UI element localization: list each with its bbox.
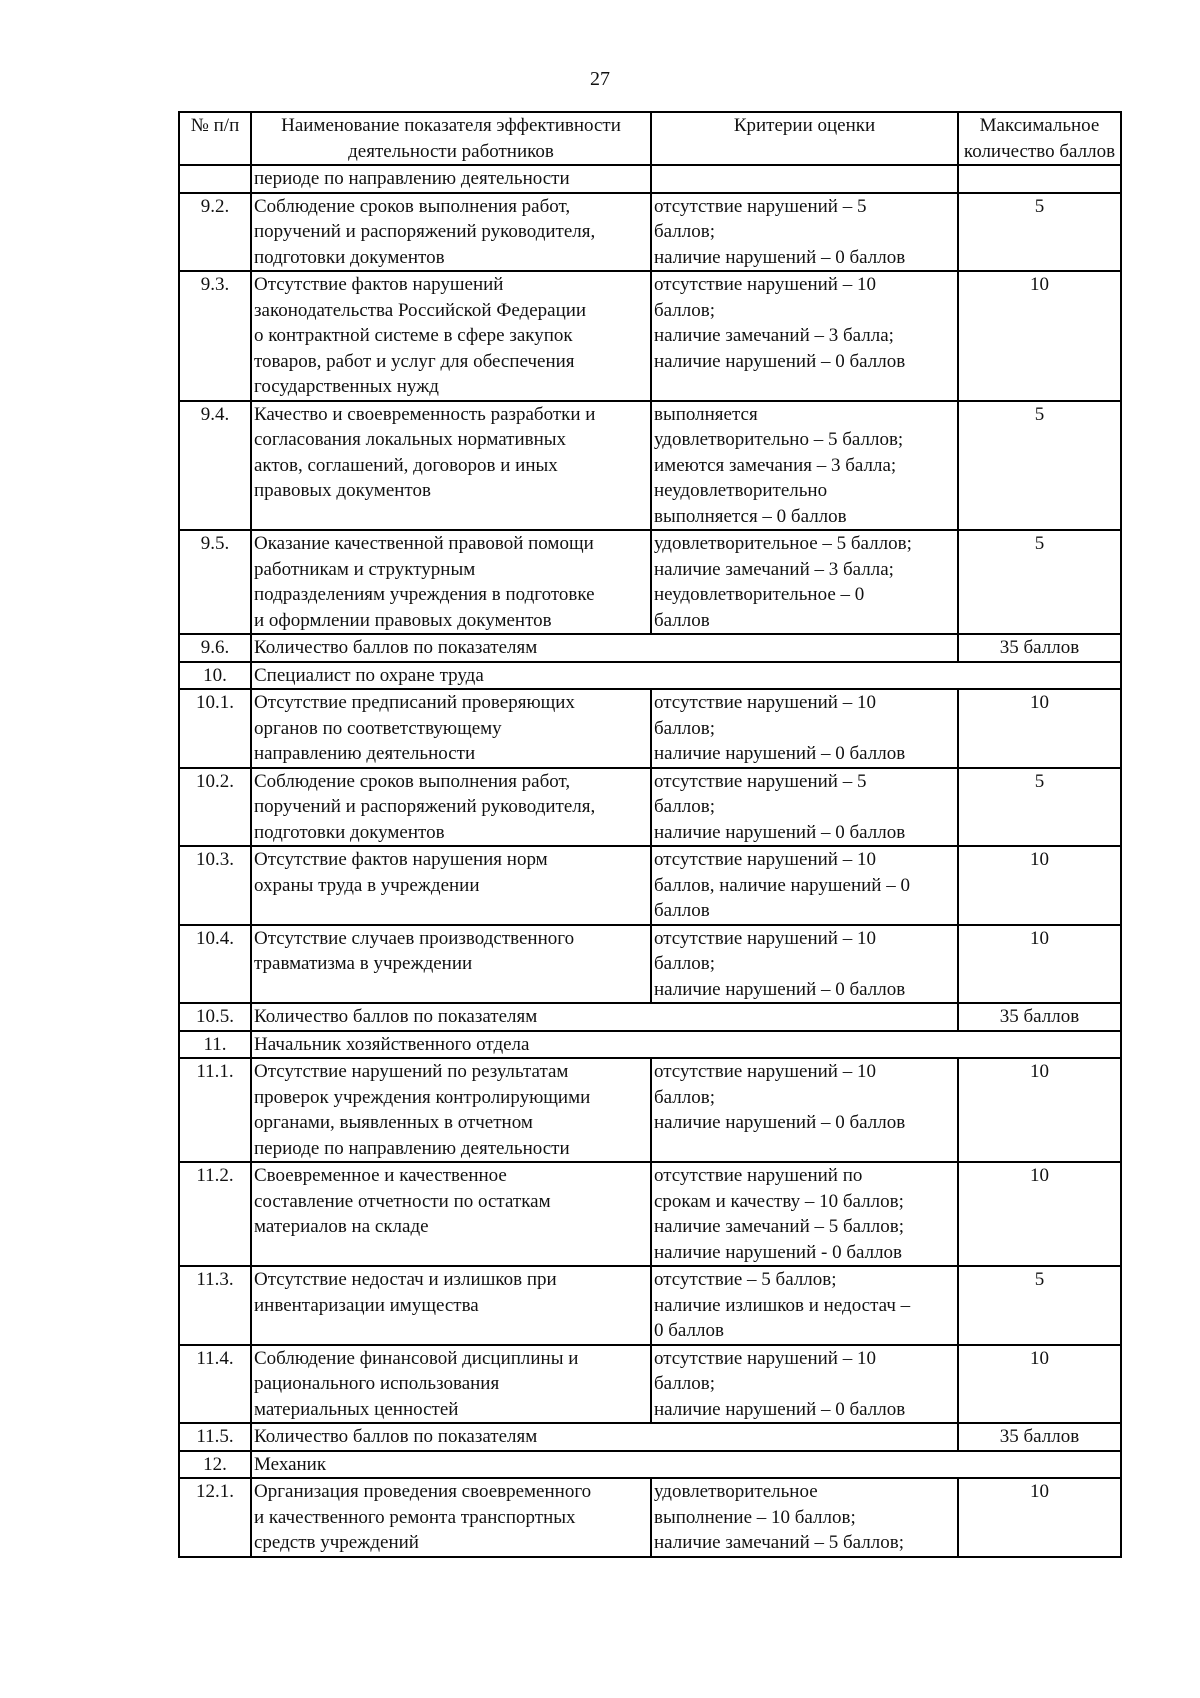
section-row <box>179 1031 1121 1059</box>
total-points: 35 баллов <box>958 1003 1121 1031</box>
criteria-text: удовлетворительное выполнение – 10 баллов; наличие замечаний – 5 баллов; <box>651 1478 958 1557</box>
total-row <box>179 634 1121 662</box>
total-row <box>179 1423 1121 1451</box>
max-points: 5 <box>958 193 1121 272</box>
total-label: Количество баллов по показателям <box>251 1003 958 1031</box>
total-row <box>179 1003 1121 1031</box>
max-points: 10 <box>958 1058 1121 1162</box>
table-row <box>179 1058 1121 1162</box>
header-criteria: Критерии оценки <box>651 112 958 165</box>
row-number: 12. <box>179 1451 251 1479</box>
row-number: 10.2. <box>179 768 251 847</box>
max-points: 10 <box>958 271 1121 401</box>
total-label: Количество баллов по показателям <box>251 1423 958 1451</box>
table-row <box>179 1266 1121 1345</box>
header-max: Максимальное количество баллов <box>958 112 1121 165</box>
row-number: 11.4. <box>179 1345 251 1424</box>
criteria-text: отсутствие нарушений – 10 баллов, наличие нарушений – 0 баллов <box>651 846 958 925</box>
total-label: Количество баллов по показателям <box>251 634 958 662</box>
section-title: Специалист по охране труда <box>251 662 1121 690</box>
criteria-text: отсутствие нарушений – 10 баллов; наличие нарушений – 0 баллов <box>651 1058 958 1162</box>
indicator-name: Отсутствие фактов нарушения норм охраны труда в учреждении <box>251 846 651 925</box>
table-row <box>179 1162 1121 1266</box>
criteria-text: отсутствие нарушений – 10 баллов; наличие замечаний – 3 балла; наличие нарушений – 0 баллов <box>651 271 958 401</box>
row-number: 9.6. <box>179 634 251 662</box>
indicator-name: Отсутствие предписаний проверяющих органов по соответствующему направлению деятельности <box>251 689 651 768</box>
criteria-text: отсутствие – 5 баллов; наличие излишков и недостач – 0 баллов <box>651 1266 958 1345</box>
table-row <box>179 1345 1121 1424</box>
max-points: 10 <box>958 925 1121 1004</box>
row-number: 10.4. <box>179 925 251 1004</box>
criteria-text: отсутствие нарушений – 5 баллов; наличие нарушений – 0 баллов <box>651 768 958 847</box>
criteria-text: отсутствие нарушений – 10 баллов; наличие нарушений – 0 баллов <box>651 925 958 1004</box>
row-number: 11.5. <box>179 1423 251 1451</box>
indicator-name: Соблюдение сроков выполнения работ, поручений и распоряжений руководителя, подготовки документов <box>251 193 651 272</box>
indicator-name: Отсутствие недостач и излишков при инвентаризации имущества <box>251 1266 651 1345</box>
section-row <box>179 1451 1121 1479</box>
table-row <box>179 271 1121 401</box>
row-number: 9.4. <box>179 401 251 531</box>
row-number: 9.3. <box>179 271 251 401</box>
row-number: 10.1. <box>179 689 251 768</box>
header-num: № п/п <box>179 112 251 165</box>
row-number: 12.1. <box>179 1478 251 1557</box>
criteria-text: отсутствие нарушений – 10 баллов; наличие нарушений – 0 баллов <box>651 689 958 768</box>
criteria-text: отсутствие нарушений – 10 баллов; наличие нарушений – 0 баллов <box>651 1345 958 1424</box>
max-points: 10 <box>958 1478 1121 1557</box>
criteria-text: удовлетворительное – 5 баллов; наличие замечаний – 3 балла; неудовлетворительное – 0 баллов <box>651 530 958 634</box>
max-points: 5 <box>958 530 1121 634</box>
indicator-name: Соблюдение сроков выполнения работ, поручений и распоряжений руководителя, подготовки документов <box>251 768 651 847</box>
table-row <box>179 689 1121 768</box>
indicator-name: Соблюдение финансовой дисциплины и рационального использования материальных ценностей <box>251 1345 651 1424</box>
total-points: 35 баллов <box>958 1423 1121 1451</box>
section-title: Начальник хозяйственного отдела <box>251 1031 1121 1059</box>
header-name: Наименование показателя эффективности деятельности работников <box>251 112 651 165</box>
table-row <box>179 165 1121 193</box>
page-number: 27 <box>590 68 610 90</box>
evaluation-table <box>178 111 1122 1558</box>
section-title: Механик <box>251 1451 1121 1479</box>
indicator-name: Отсутствие нарушений по результатам проверок учреждения контролирующими органами, выявленных в отчетном периоде по направлению деятельности <box>251 1058 651 1162</box>
row-number: 10. <box>179 662 251 690</box>
max-points: 10 <box>958 1345 1121 1424</box>
row-number: 11.3. <box>179 1266 251 1345</box>
row-number: 11.2. <box>179 1162 251 1266</box>
row-number: 11. <box>179 1031 251 1059</box>
table-row <box>179 530 1121 634</box>
table-row <box>179 401 1121 531</box>
max-points: 5 <box>958 1266 1121 1345</box>
row-number: 10.3. <box>179 846 251 925</box>
indicator-name: Качество и своевременность разработки и согласования локальных нормативных актов, соглашений, договоров и иных правовых документов <box>251 401 651 531</box>
criteria-text: отсутствие нарушений – 5 баллов; наличие нарушений – 0 баллов <box>651 193 958 272</box>
indicator-name: периоде по направлению деятельности <box>251 165 651 193</box>
table-row <box>179 1478 1121 1557</box>
indicator-name: Оказание качественной правовой помощи работникам и структурным подразделениям учреждения в подготовке и оформлении правовых документов <box>251 530 651 634</box>
indicator-name: Своевременное и качественное составление отчетности по остаткам материалов на складе <box>251 1162 651 1266</box>
row-number: 9.2. <box>179 193 251 272</box>
table-row <box>179 768 1121 847</box>
row-number: 10.5. <box>179 1003 251 1031</box>
criteria-text <box>651 165 958 193</box>
indicator-name: Организация проведения своевременного и качественного ремонта транспортных средств учреждений <box>251 1478 651 1557</box>
total-points: 35 баллов <box>958 634 1121 662</box>
max-points: 10 <box>958 1162 1121 1266</box>
table-header-row <box>179 112 1121 165</box>
max-points: 10 <box>958 846 1121 925</box>
max-points <box>958 165 1121 193</box>
indicator-name: Отсутствие фактов нарушений законодательства Российской Федерации о контрактной системе в сфере закупок товаров, работ и услуг для обеспечения государственных нужд <box>251 271 651 401</box>
row-number <box>179 165 251 193</box>
max-points: 5 <box>958 401 1121 531</box>
row-number: 11.1. <box>179 1058 251 1162</box>
max-points: 5 <box>958 768 1121 847</box>
criteria-text: выполняется удовлетворительно – 5 баллов; имеются замечания – 3 балла; неудовлетворительно выполняется – 0 баллов <box>651 401 958 531</box>
row-number: 9.5. <box>179 530 251 634</box>
table-row <box>179 846 1121 925</box>
indicator-name: Отсутствие случаев производственного травматизма в учреждении <box>251 925 651 1004</box>
max-points: 10 <box>958 689 1121 768</box>
section-row <box>179 662 1121 690</box>
table-row <box>179 925 1121 1004</box>
table-row <box>179 193 1121 272</box>
criteria-text: отсутствие нарушений по срокам и качеству – 10 баллов; наличие замечаний – 5 баллов; наличие нарушений - 0 баллов <box>651 1162 958 1266</box>
